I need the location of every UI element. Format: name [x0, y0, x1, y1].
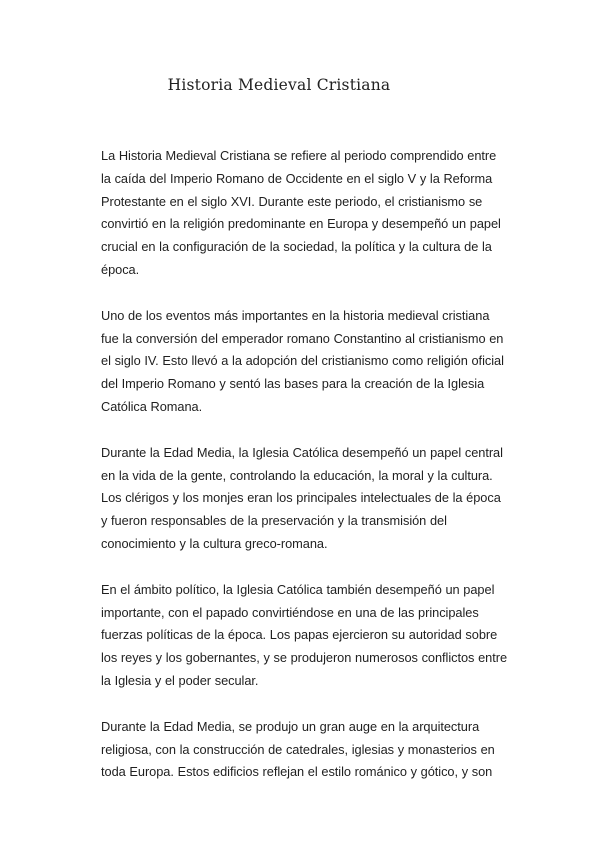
paragraph: Durante la Edad Media, la Iglesia Católica desempeñó un papel central en la vida de la gente, controlando la educación, la moral y la cultura. Los clérigos y los monjes eran los principales intelectuales de la época y fueron responsables de la preservación y la transmisión del conocimiento y la cultura greco-romana.	[101, 444, 503, 551]
paragraph: La Historia Medieval Cristiana se refiere al periodo comprendido entre la caída del Imperio Romano de Occidente en el siglo V y la Reforma Protestante en el siglo XVI. Durante este periodo, el cristianismo se convirtió en la religión predominante en Europa y desempeñó un papel crucial en la configuración de la sociedad, la política y la cultura de la época.	[101, 148, 501, 277]
paragraph: En el ámbito político, la Iglesia Católica también desempeñó un papel importante, con el papado convirtiéndose en una de las principales fuerzas políticas de la época. Los papas ejercieron su autoridad sobre los reyes y los gobernantes, y se produjeron numerosos conflictos entre la Iglesia y el poder secular.	[101, 581, 508, 688]
paragraph: Durante la Edad Media, se produjo un gran auge en la arquitectura religiosa, con la construcción de catedrales, iglesias y monasterios en toda Europa. Estos edificios reflejan el estilo románico y gótico, y son	[101, 718, 495, 780]
document-body	[101, 145, 509, 807]
paragraph: Uno de los eventos más importantes en la historia medieval cristiana fue la conversión del emperador romano Constantino al cristianismo en el siglo IV. Esto llevó a la adopción del cristianismo como religión oficial del Imperio Romano y sentó las bases para la creación de la Iglesia Católica Romana.	[101, 307, 504, 414]
document-title: Historia Medieval Cristiana	[167, 76, 391, 94]
